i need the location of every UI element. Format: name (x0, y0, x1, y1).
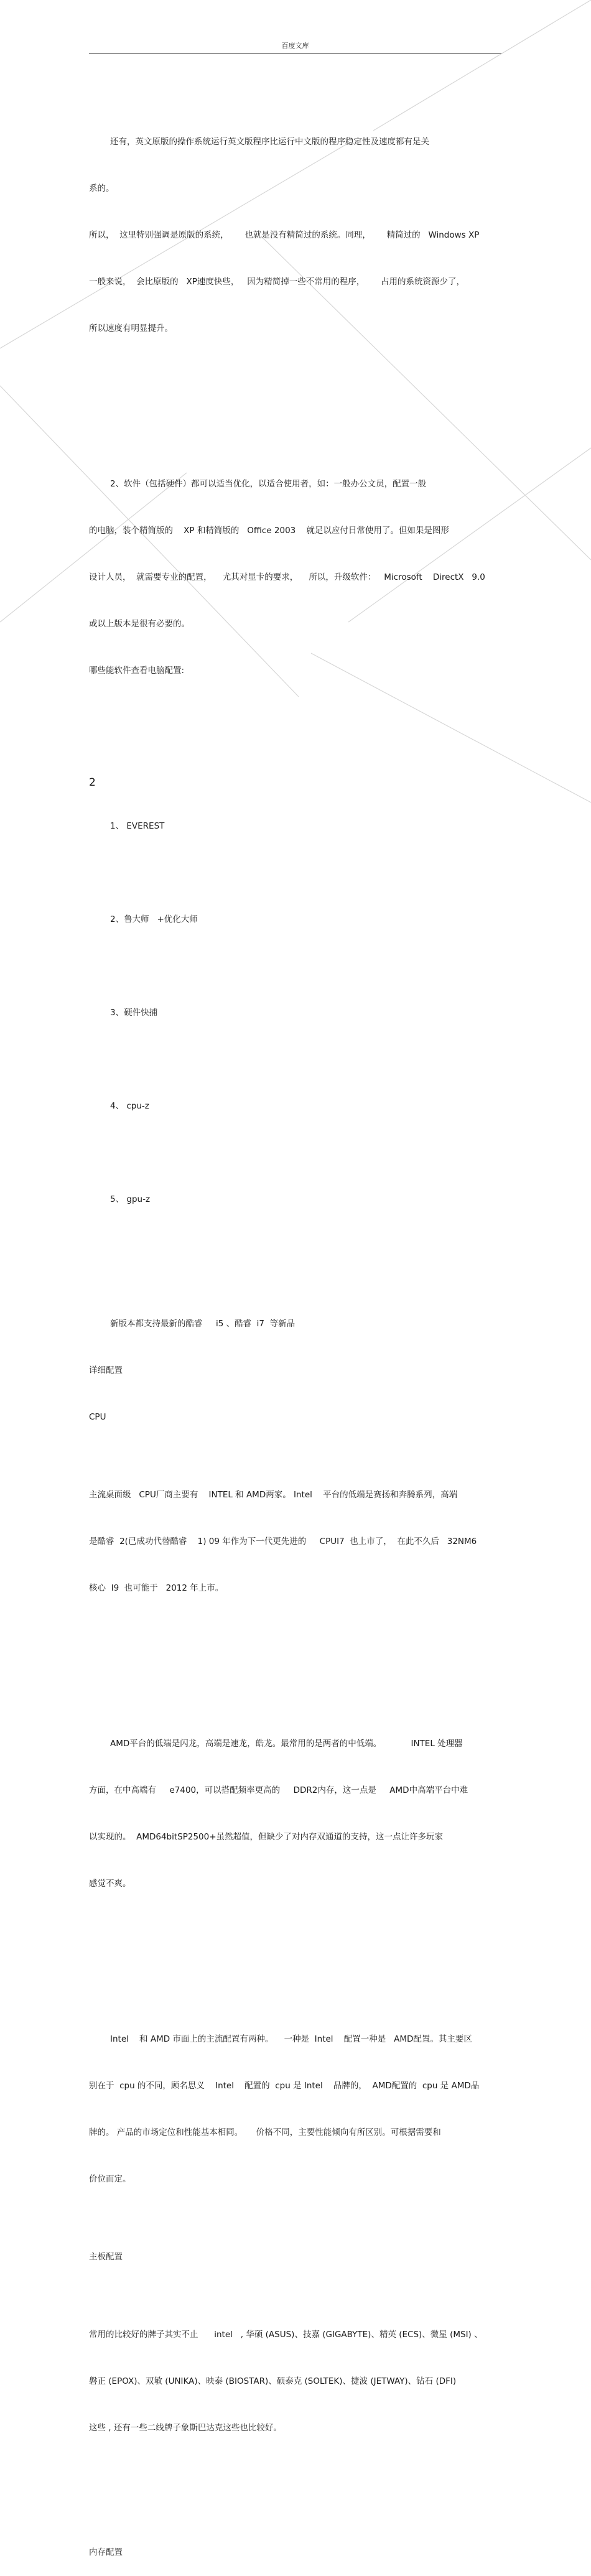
paragraph-motherboard-brands (89, 2296, 512, 2467)
text-line: 方面，在中高端有 e7400，可以搭配频率更高的 DDR2内存，这一点是 AMD中高端平台中难 (89, 1785, 468, 1795)
page-number: 2 (89, 776, 96, 789)
text-line: 一般来说， 会比原版的 XP速度快些， 因为精简掉一些不常用的程序， 占用的系统资源少了， (89, 277, 465, 287)
section-heading-detail: 详细配置 (89, 1365, 123, 1375)
text-line: 主流桌面级 CPU厂商主要有 INTEL 和 AMD两家。 Intel 平台的低端是赛扬和奔腾系列，高端 (89, 1490, 458, 1500)
text-line: 2、软件（包括硬件）都可以适当优化，以适合使用者，如：一般办公文员，配置一般 (110, 479, 427, 489)
paragraph-optimization (89, 445, 512, 710)
document-body (89, 72, 512, 2576)
text-line: Intel 和 AMD 市面上的主流配置有两种。 一种是 Intel 配置一种是 AMD配置。其主要区 (110, 2034, 472, 2044)
section-heading-memory: 内存配置 (89, 2547, 123, 2557)
text-line: 的电脑，装个精简版的 XP 和精简版的 Office 2003 就足以应付日常使用了。但如果是图形 (89, 526, 449, 536)
paragraph-intel-amd-config (89, 2001, 512, 2218)
text-line: 牌的。 产品的市场定位和性能基本相同。 价格不同，主要性能倾向有所区别。可根据需要和 (89, 2127, 441, 2137)
paragraph-amd-platform (89, 1705, 512, 1923)
list-item: 3、硬件快捕 (110, 1008, 158, 1018)
text-line: 核心 I9 也可能于 2012 年上市。 (89, 1583, 224, 1593)
text-line: AMD平台的低端是闪龙，高端是速龙，皓龙。最常用的是两者的中低端。 INTEL 处理器 (110, 1739, 463, 1749)
text-line: 设计人员， 就需要专业的配置， 尤其对显卡的要求， 所以，升级软件： Microsoft DirectX 9.0 (89, 572, 485, 582)
text-line: 别在于 cpu 的不同，顾名思义 Intel 配置的 cpu 是 Intel 品牌的， AMD配置的 cpu 是 AMD品 (89, 2081, 480, 2091)
text-line: 哪些能软件查看电脑配置: (89, 666, 185, 676)
text-line: 是酷睿 2(已成功代替酷睿 1) 09 年作为下一代更先进的 CPUI7 也上市了， 在此不久后 32NM6 (89, 1537, 477, 1546)
text-line: 感觉不爽。 (89, 1879, 131, 1889)
text-line: 磐正 (EPOX)、双敏 (UNIKA)、映泰 (BIOSTAR)、硕泰克 (SOLTEK)、捷波 (JETWAY)、钻石 (DFI) (89, 2376, 457, 2386)
text-line: 以实现的。 AMD64bitSP2500+虽然超值，但缺少了对内存双通道的支持，这一点让许多玩家 (89, 1832, 444, 1842)
paragraph-original-system (89, 103, 512, 368)
list-item: 2、鲁大师 +优化大师 (110, 914, 198, 924)
text-line: 所以速度有明显提升。 (89, 323, 173, 333)
section-heading-motherboard: 主板配置 (89, 2252, 123, 2262)
list-item: 5、 gpu-z (110, 1194, 151, 1204)
text-line: 所以， 这里特别强调是原版的系统， 也就是没有精简过的系统。同理， 精简过的 Windows XP (89, 230, 480, 240)
text-line: 这些 , 还有一些二线牌子象斯巴达克这些也比较好。 (89, 2423, 282, 2433)
text-line: 或以上版本是很有必要的。 (89, 619, 190, 629)
list-item: 1、 EVEREST (110, 821, 165, 831)
paragraph-new-version: 新版本都支持最新的酷睿 i5 、酷睿 i7 等新品 (110, 1319, 296, 1329)
page-header: 百度文库 (89, 39, 501, 54)
list-item: 4、 cpu-z (110, 1101, 149, 1111)
text-line: 常用的比较好的牌子其实不止 intel , 华硕 (ASUS)、技嘉 (GIGABYTE)、精英 (ECS)、微星 (MSI) 、 (89, 2330, 483, 2340)
text-line: 价位而定。 (89, 2174, 131, 2184)
text-line: 系的。 (89, 184, 114, 193)
text-line: 还有，英文原版的操作系统运行英文版程序比运行中文版的程序稳定性及速度都有是关 (110, 137, 429, 147)
paragraph-cpu-vendors (89, 1456, 512, 1627)
section-heading-cpu: CPU (89, 1412, 106, 1422)
software-list (89, 788, 512, 1239)
